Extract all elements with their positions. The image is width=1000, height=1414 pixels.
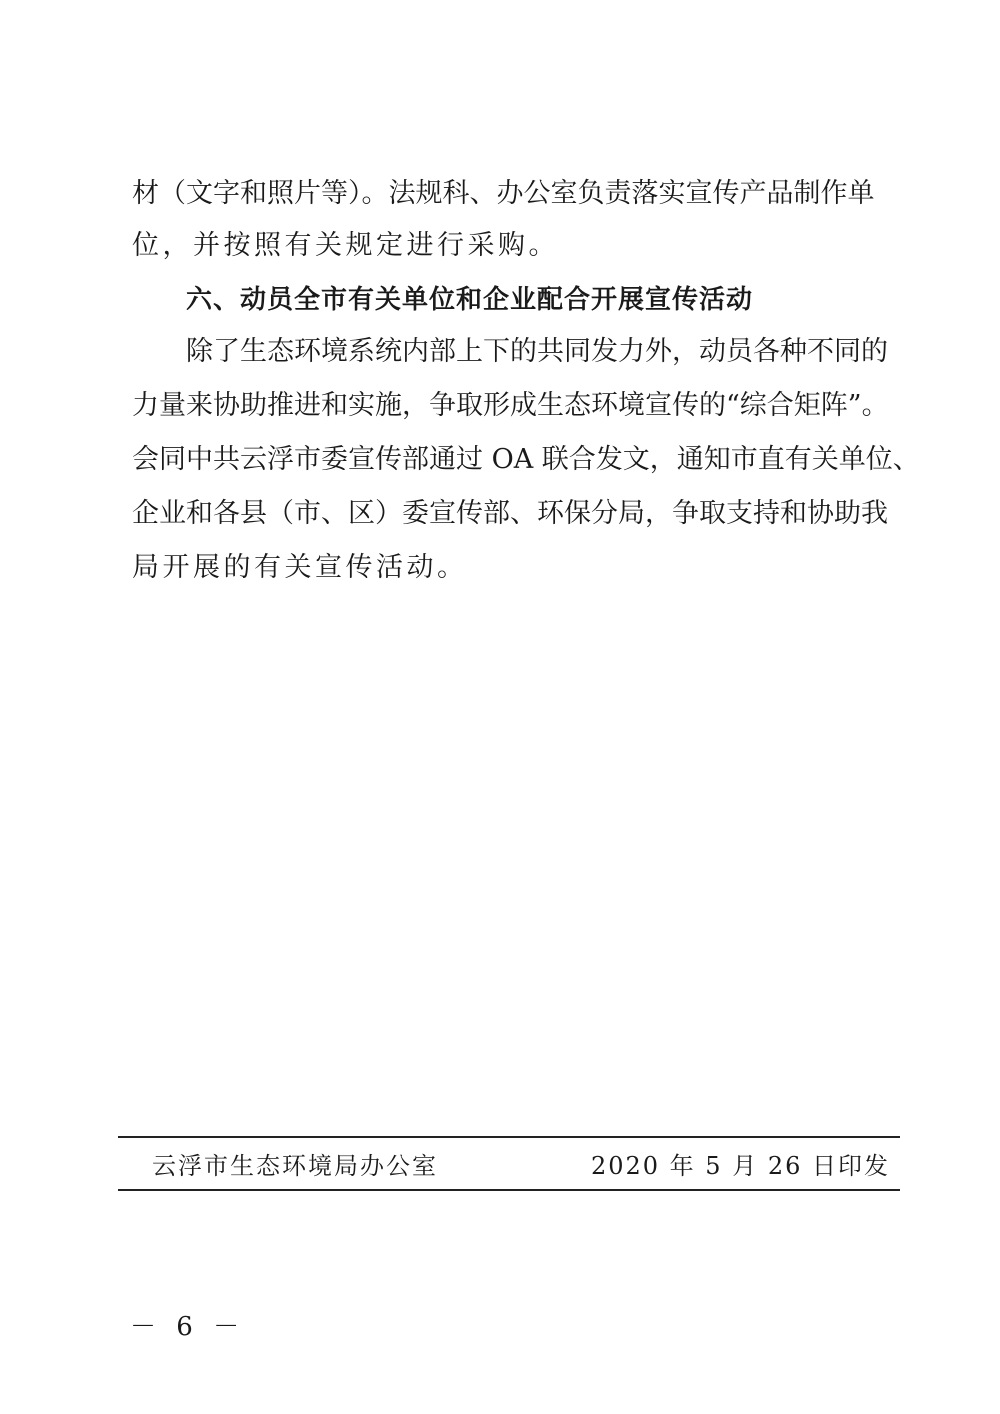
body-line-2: 位，并按照有关规定进行采购。 [132, 230, 559, 261]
body-line-1: 材（文字和照片等）。法规科、办公室负责落实宣传产品制作单 [132, 178, 875, 209]
page-number: － 6 － [130, 1312, 246, 1342]
body-line-5: 会同中共云浮市委宣传部通过 OA 联合发文，通知市直有关单位、 [132, 444, 920, 475]
body-line-4: 力量来协助推进和实施，争取形成生态环境宣传的“综合矩阵”。 [132, 390, 889, 421]
body-line-7: 局开展的有关宣传活动。 [132, 552, 468, 583]
footer-issuer: 云浮市生态环境局办公室 [152, 1152, 438, 1180]
footer-top-rule [118, 1136, 900, 1138]
body-line-6: 企业和各县（市、区）委宣传部、环保分局，争取支持和协助我 [132, 498, 888, 529]
body-line-3: 除了生态环境系统内部上下的共同发力外，动员各种不同的 [186, 336, 888, 367]
footer-date: 2020 年 5 月 26 日印发 [590, 1152, 890, 1180]
section-heading: 六、动员全市有关单位和企业配合开展宣传活动 [186, 285, 754, 315]
footer-bottom-rule [118, 1189, 900, 1191]
